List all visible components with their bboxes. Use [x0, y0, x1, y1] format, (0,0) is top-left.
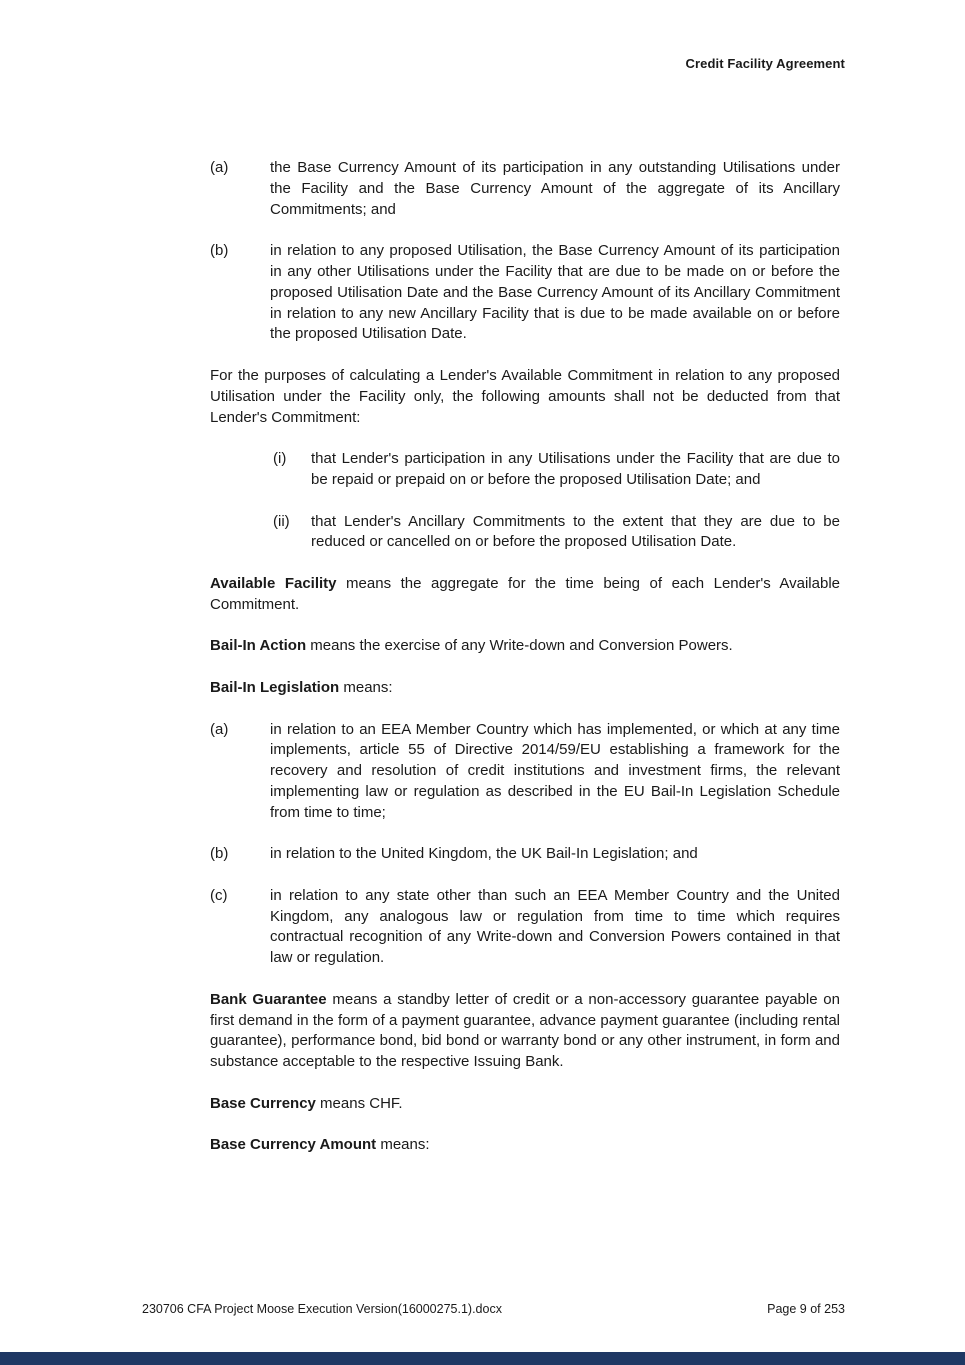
definition-available-facility	[210, 574, 840, 616]
footer-filename: 230706 CFA Project Moose Execution Version(16000275.1).docx	[142, 1302, 502, 1316]
list-text: in relation to any state other than such an EEA Member Country and the United Kingdom, any analogous law or regulation from time to time which requires contractual recognition of any Write-down and Conversion Powers contained in that law or regulation.	[270, 886, 840, 967]
defined-term: Available Facility	[210, 574, 337, 592]
definition-text: means the exercise of any Write-down and Conversion Powers.	[306, 637, 733, 655]
definition-text: means CHF.	[315, 1094, 403, 1112]
definition-text: means the aggregate for the time being of each Lender's Available Commitment.	[210, 574, 840, 613]
definition-text: means:	[339, 678, 393, 696]
definition-text: means:	[376, 1136, 430, 1154]
list-item-deduction-ii	[273, 512, 840, 554]
definition-bail-in-action	[210, 636, 840, 657]
list-item-bail-in-b	[210, 844, 840, 865]
list-marker: (b)	[210, 242, 229, 260]
list-text: that Lender's Ancillary Commitments to the extent that they are due to be reduced or cancelled on or before the proposed Utilisation Date.	[311, 512, 840, 551]
defined-term: Base Currency	[210, 1094, 316, 1112]
defined-term: Bail-In Legislation	[210, 678, 340, 696]
footer-page-number: Page 9 of 253	[767, 1302, 845, 1316]
definition-base-currency	[210, 1094, 840, 1115]
page-footer	[142, 1301, 845, 1317]
defined-term: Bank Guarantee	[210, 990, 327, 1008]
list-text: in relation to the United Kingdom, the UK Bail-In Legislation; and	[270, 845, 698, 863]
definition-bail-in-legislation	[210, 678, 840, 699]
list-marker: (ii)	[273, 512, 290, 530]
definition-base-currency-amount	[210, 1135, 840, 1156]
list-item-bail-in-a	[210, 720, 840, 824]
defined-term: Base Currency Amount	[210, 1136, 377, 1154]
list-text: the Base Currency Amount of its participation in any outstanding Utilisations under the Facility and the Base Currency Amount of the aggregate of its Ancillary Commitments; and	[270, 159, 840, 218]
defined-term: Bail-In Action	[210, 637, 307, 655]
list-item-participation-b	[210, 241, 840, 345]
document-body	[210, 158, 840, 1177]
definition-bank-guarantee	[210, 990, 840, 1073]
list-text: in relation to an EEA Member Country which has implemented, or which at any time implements, article 55 of Directive 2014/59/EU establishing a framework for the recovery and resolution of credit institutions and investment firms, the relevant implementing law or regulation as described in the EU Bail-In Legislation Schedule from time to time;	[270, 720, 840, 821]
paragraph-available-commitment-calculation: For the purposes of calculating a Lender's Available Commitment in relation to any proposed Utilisation under the Facility only, the following amounts shall not be deducted from that Lender's Commitment:	[210, 366, 840, 426]
list-item-deduction-i	[273, 449, 840, 491]
list-item-participation-a	[210, 158, 840, 220]
list-marker: (i)	[273, 450, 287, 468]
list-marker: (b)	[210, 845, 229, 863]
list-text: in relation to any proposed Utilisation, the Base Currency Amount of its participation in any other Utilisations under the Facility that are due to be made on or before the proposed Utilisation Date and the Base Currency Amount of its Ancillary Commitment in relation to any new Ancillary Facility that is due to be made available on or before the proposed Utilisation Date.	[270, 242, 840, 343]
next-page-edge-bar	[0, 1352, 965, 1365]
list-marker: (c)	[210, 886, 228, 904]
list-item-bail-in-c	[210, 886, 840, 969]
document-header-title: Credit Facility Agreement	[685, 56, 845, 71]
list-marker: (a)	[210, 159, 229, 176]
list-marker: (a)	[210, 720, 229, 738]
definition-text: means a standby letter of credit or a non-accessory guarantee payable on first demand in the form of a payment guarantee, advance payment guarantee (including rental guarantee), performance bond, bid bond or warranty bond or any other instrument, in form and substance acceptable to the respective Issuing Bank.	[210, 990, 840, 1071]
list-text: that Lender's participation in any Utilisations under the Facility that are due to be repaid or prepaid on or before the proposed Utilisation Date; and	[311, 450, 840, 488]
